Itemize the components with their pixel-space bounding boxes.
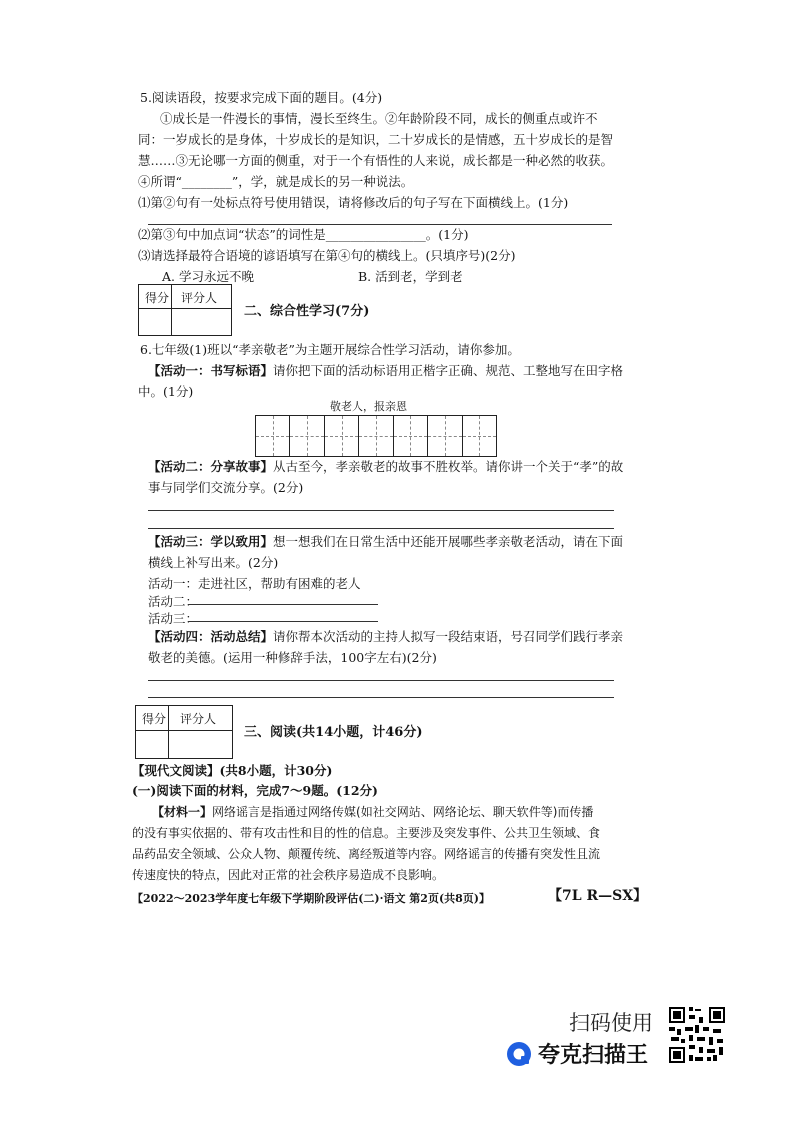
activity-3-tag: 【活动三：学以致用】	[148, 534, 274, 549]
answer-line[interactable]	[148, 697, 614, 698]
activity-1-tag: 【活动一：书写标语】	[148, 363, 274, 378]
tianzige-grid[interactable]	[255, 415, 497, 457]
activity-item-1: 活动一：走进社区，帮助有困难的老人	[148, 576, 361, 591]
activity-1-text: 请你把下面的活动标语用正楷字正确、规范、工整地写在田字格	[273, 363, 624, 378]
q5-sub1: ⑴第②句有一处标点符号使用错误，请将修改后的句子写在下面横线上。(1分)	[138, 195, 569, 210]
q5-passage-line: ④所谓“________”，学，就是成长的另一种说法。	[138, 174, 414, 189]
q5-passage-line: ①成长是一件漫长的事情，漫长至终生。②年龄阶段不同，成长的侧重点或许不	[160, 111, 598, 126]
material-1-line: 品药品安全领域、公众人物、颠覆传统、离经叛道等内容。网络谣言的传播有突发性且流	[132, 847, 601, 861]
q5-passage-line: 慧……③无论哪一方面的侧重，对于一个有悟性的人来说，成长都是一种必然的收获。	[138, 153, 614, 168]
q5-option-a: A. 学习永远不晚	[162, 269, 254, 284]
activity-item-3: 活动三：	[148, 611, 199, 626]
grid-cell[interactable]	[359, 416, 393, 456]
answer-line[interactable]	[188, 621, 378, 622]
q6-activity-1-score: 中。(1分)	[138, 384, 194, 399]
page-footer: 【2022～2023学年度七年级下学期阶段评估(二)·语文 第2页(共8页)】	[132, 892, 491, 905]
activity-3-text: 想一想我们在日常生活中还能开展哪些孝亲敬老活动，请在下面	[273, 534, 624, 549]
grid-cell[interactable]	[290, 416, 324, 456]
activity-item-2: 活动二：	[148, 594, 199, 609]
q5-passage-line: 同：一岁成长的是身体，十岁成长的是知识，二十岁成长的是情感，五十岁成长的是智	[138, 132, 614, 147]
app-name: 夸克扫描王	[538, 1043, 649, 1068]
q6-activity-2	[148, 458, 623, 476]
answer-line[interactable]	[148, 224, 612, 225]
slogan-text: 敬老人，报亲恩	[330, 400, 407, 413]
q6-activity-3	[148, 533, 623, 551]
q6-activity-3-line2: 横线上补写出来。(2分)	[148, 555, 279, 570]
answer-line[interactable]	[188, 604, 378, 605]
grader-label: 评分人	[180, 712, 217, 726]
q5-title: 5.阅读语段，按要求完成下面的题目。(4分)	[140, 90, 383, 105]
material-1-text: 网络谣言是指通过网络传媒(如社交网站、网络论坛、聊天软件等)而传播	[212, 805, 594, 819]
answer-line[interactable]	[148, 510, 614, 511]
modern-reading-heading: 【现代文阅读】(共8小题，计30分)	[132, 763, 333, 778]
q6-activity-4	[148, 628, 623, 646]
q6-activity-4-line2: 敬老的美德。(运用一种修辞手法，100字左右)(2分)	[148, 650, 437, 665]
q5-sub3: ⑶请选择最符合语境的谚语填写在第④句的横线上。(只填序号)(2分)	[138, 248, 516, 263]
grader-label: 评分人	[181, 291, 218, 305]
qr-code-icon[interactable]	[667, 1005, 727, 1065]
section-3-heading: 三、阅读(共14小题，计46分)	[244, 725, 423, 740]
activity-2-text: 从古至今，孝亲敬老的故事不胜枚举。请你讲一个关于“孝”的故	[273, 459, 624, 474]
q6-activity-2-line2: 事与同学们交流分享。(2分)	[148, 480, 304, 495]
grid-cell[interactable]	[394, 416, 428, 456]
scan-label: 扫码使用	[569, 1011, 653, 1035]
material-1-line: 的没有事实依据的、带有攻击性和目的性的信息。主要涉及突发事件、公共卫生领域、食	[132, 826, 601, 840]
score-box	[135, 705, 233, 759]
answer-line[interactable]	[148, 528, 614, 529]
part-1-heading: (一)阅读下面的材料，完成7～9题。(12分)	[132, 783, 378, 798]
grid-cell[interactable]	[463, 416, 496, 456]
quark-logo-icon	[506, 1041, 532, 1067]
score-label: 得分	[145, 291, 170, 305]
grid-cell[interactable]	[256, 416, 290, 456]
score-box	[138, 284, 232, 336]
activity-2-tag: 【活动二：分享故事】	[148, 459, 274, 474]
q6-intro: 6.七年级(1)班以“孝亲敬老”为主题开展综合性学习活动，请你参加。	[140, 342, 520, 357]
q6-activity-1	[148, 362, 623, 380]
activity-4-text: 请你帮本次活动的主持人拟写一段结束语，号召同学们践行孝亲	[273, 629, 624, 644]
grid-cell[interactable]	[428, 416, 462, 456]
material-1-tag: 【材料一】	[152, 805, 213, 819]
grid-cell[interactable]	[325, 416, 359, 456]
q5-option-b: B. 活到老，学到老	[358, 269, 463, 284]
q5-sub2: ⑵第③句中加点词“状态”的词性是________________。(1分)	[138, 227, 469, 242]
material-1-line	[152, 803, 593, 821]
paper-code: 【7L R—SX】	[548, 888, 648, 904]
section-2-heading: 二、综合性学习(7分)	[244, 304, 370, 319]
score-label: 得分	[142, 712, 167, 726]
activity-4-tag: 【活动四：活动总结】	[148, 629, 274, 644]
answer-line[interactable]	[148, 680, 614, 681]
material-1-line: 传速度快的特点，因此对正常的社会秩序易造成不良影响。	[132, 868, 445, 882]
